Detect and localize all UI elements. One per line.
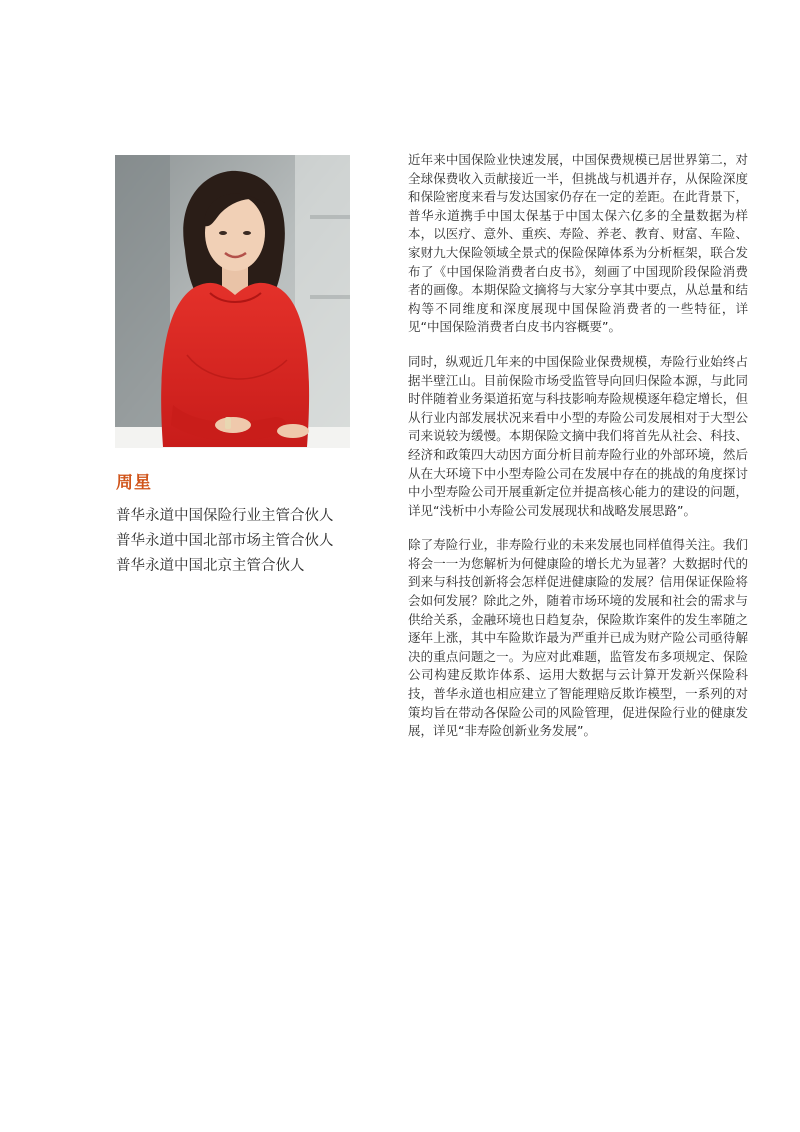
portrait-photo [115,155,350,448]
title-line: 普华永道中国北京主管合伙人 [116,558,305,574]
article-body [408,151,748,757]
paragraph: 同时，纵观近几年来的中国保险业保费规模，寿险行业始终占据半壁江山。目前保险市场受监管导向回归保险本源，与此同时伴随着业务渠道拓宽与科技影响寿险规模逐年稳定增长，但从行业内部发展状况来看中小型的寿险公司发展相对于大型公司来说较为缓慢。本期保险文摘中我们将首先从社会、科技、经济和政策四大动因方面分析目前寿险行业的外部环境，然后从在大环境下中小型寿险公司在发展中存在的挑战的角度探讨中小型寿险公司开展重新定位并提高核心能力的建设的问题，详见“浅析中小寿险公司发展现状和战略发展思路”。 [408,353,748,518]
paragraph: 近年来中国保险业快速发展，中国保费规模已居世界第二，对全球保费收入贡献接近一半，但挑战与机遇并存，从保险深度和保险密度来看与发达国家仍存在一定的差距。在此背景下，普华永道携手中国太保基于中国太保六亿多的全量数据为样本，以医疗、意外、重疾、寿险、养老、教育、财富、车险、家财九大保险领域全景式的保险保障体系为分析框架，联合发布了《中国保险消费者白皮书》，刻画了中国现阶段保险消费者的画像。本期保险文摘将与大家分享其中要点，从总量和结构等不同维度和深度展现中国保险消费者的一些特征，详见“中国保险消费者白皮书内容概要”。 [408,152,748,335]
title-line: 普华永道中国保险行业主管合伙人 [116,508,334,524]
person-name: 周星 [116,473,152,493]
paragraph: 除了寿险行业，非寿险行业的未来发展也同样值得关注。我们将会一一为您解析为何健康险的增长尤为显著？大数据时代的到来与科技创新将会怎样促进健康险的发展？信用保证保险将会如何发展？除此之外，随着市场环境的发展和社会的需求与供给关系，金融环境也日趋复杂，保险欺诈案件的发生率随之逐年上涨，其中车险欺诈最为严重并已成为财产险公司亟待解决的重点问题之一。为应对此难题，监管发布多项规定、保险公司构建反欺诈体系、运用大数据与云计算开发新兴保险科技，普华永道也相应建立了智能理赔反欺诈模型，一系列的对策均旨在带动各保险公司的风险管理，促进保险行业的健康发展，详见“非寿险创新业务发展”。 [408,537,748,739]
title-line: 普华永道中国北部市场主管合伙人 [116,533,334,549]
person-titles [116,504,396,579]
